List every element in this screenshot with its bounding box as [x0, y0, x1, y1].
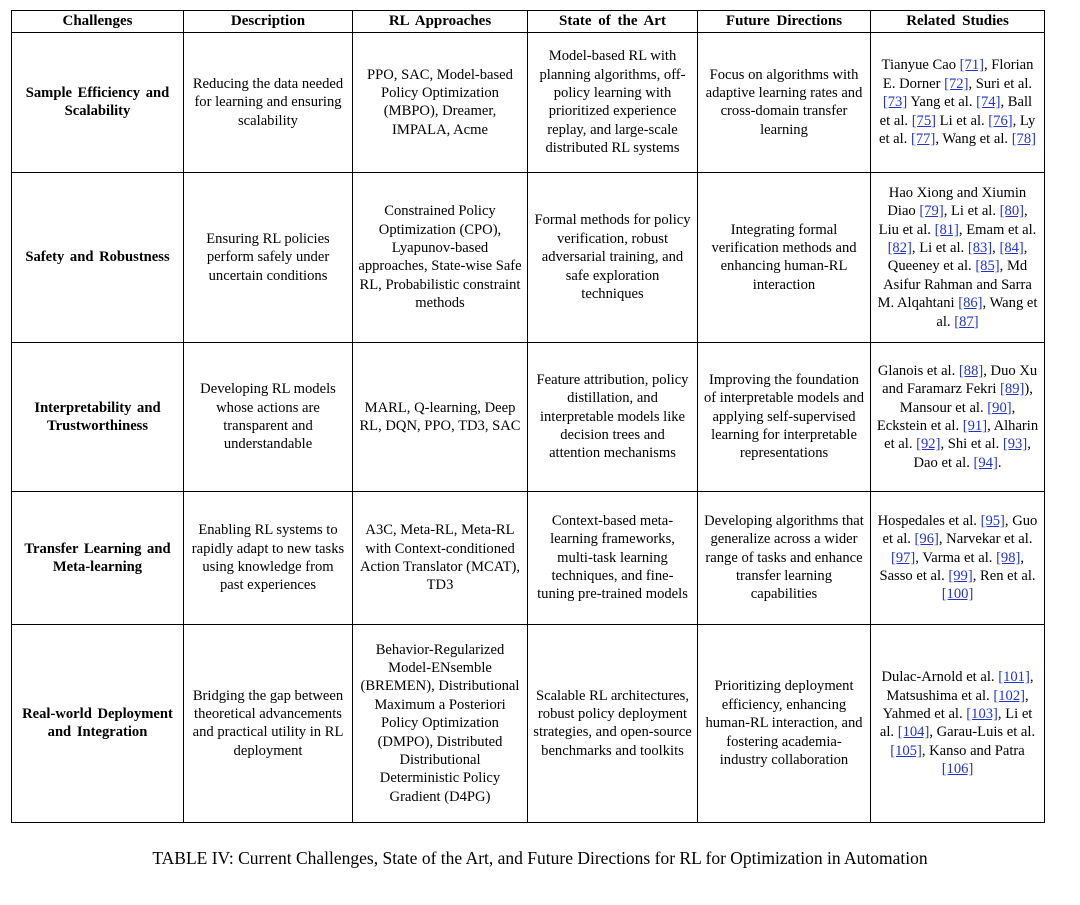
- citation-link[interactable]: [85]: [975, 258, 1000, 275]
- citation-link[interactable]: [92]: [916, 436, 941, 453]
- citation-link[interactable]: [75]: [911, 112, 937, 129]
- cell-future-directions: Prioritizing deployment efficiency, enhancing human-RL interaction, and fostering academia-industry collaboration: [698, 624, 871, 822]
- citation-link[interactable]: [88]: [958, 362, 984, 379]
- cell-description: Reducing the data needed for learning and ensuring scalability: [184, 32, 353, 172]
- table-body: [12, 32, 1045, 822]
- cell-state-of-the-art: Context-based meta-learning frameworks, multi-task learning techniques, and fine-tuning pre-trained models: [528, 491, 698, 624]
- citation-link[interactable]: [97]: [890, 549, 916, 566]
- cell-related-studies: Hospedales et al. [95], Guo et al. [96], Narvekar et al. [97], Varma et al. [98], Sasso et al. [99], Ren et al. [100]: [871, 491, 1045, 624]
- citation-link[interactable]: [93]: [1002, 436, 1028, 453]
- citation-link[interactable]: [101]: [998, 669, 1030, 686]
- column-header-challenges: Challenges: [12, 11, 184, 33]
- citation-link[interactable]: [102]: [993, 687, 1025, 704]
- citation-link[interactable]: [90]: [987, 399, 1012, 416]
- table-row: [12, 491, 1045, 624]
- cell-description: Bridging the gap between theoretical advancements and practical utility in RL deployment: [184, 624, 353, 822]
- citation-link[interactable]: [83]: [967, 240, 993, 257]
- citation-link[interactable]: [89]: [1000, 381, 1025, 398]
- citation-link[interactable]: [94]: [973, 454, 998, 471]
- citation-link[interactable]: [87]: [954, 313, 979, 330]
- column-header-future-directions: Future Directions: [698, 11, 871, 33]
- column-header-description: Description: [184, 11, 353, 33]
- table-row: [12, 32, 1045, 172]
- citation-link[interactable]: [100]: [941, 586, 974, 603]
- citation-link[interactable]: [104]: [897, 724, 930, 741]
- column-header-state-of-the-art: State of the Art: [528, 11, 698, 33]
- cell-challenge: Sample Efficiency and Scalability: [12, 32, 184, 172]
- citation-link[interactable]: [76]: [988, 112, 1013, 129]
- cell-state-of-the-art: Feature attribution, policy distillation, and interpretable models like decision trees and attention mechanisms: [528, 342, 698, 491]
- citation-link[interactable]: [81]: [934, 221, 959, 238]
- citation-link[interactable]: [82]: [887, 240, 912, 257]
- cell-rl-approaches: PPO, SAC, Model-based Policy Optimization (MBPO), Dreamer, IMPALA, Acme: [353, 32, 528, 172]
- column-header-rl-approaches: RL Approaches: [353, 11, 528, 33]
- cell-state-of-the-art: Formal methods for policy verification, robust adversarial training, and safe exploration techniques: [528, 172, 698, 342]
- citation-link[interactable]: [103]: [966, 706, 998, 723]
- citation-link[interactable]: [74]: [976, 94, 1001, 111]
- citation-link[interactable]: [73]: [882, 94, 908, 111]
- cell-related-studies: Hao Xiong and Xiumin Diao [79], Li et al. [80], Liu et al. [81], Emam et al. [82], Li et al. [83], [84], Queeney et al. [85], Md Asifur Rahman and Sarra M. Alqahtani [86], Wang et al. [87]: [871, 172, 1045, 342]
- cell-future-directions: Focus on algorithms with adaptive learning rates and cross-domain transfer learning: [698, 32, 871, 172]
- cell-future-directions: Developing algorithms that generalize across a wider range of tasks and enhance transfer learning capabilities: [698, 491, 871, 624]
- table-row: [12, 342, 1045, 491]
- cell-future-directions: Improving the foundation of interpretable models and applying self-supervised learning for interpretable representations: [698, 342, 871, 491]
- citation-link[interactable]: [95]: [980, 512, 1005, 529]
- citation-link[interactable]: [84]: [999, 240, 1024, 257]
- table-header-row: [12, 11, 1045, 33]
- cell-state-of-the-art: Model-based RL with planning algorithms, off-policy learning with prioritized experience replay, and large-scale distributed RL systems: [528, 32, 698, 172]
- column-header-related-studies: Related Studies: [871, 11, 1045, 33]
- citation-link[interactable]: [79]: [919, 203, 944, 220]
- cell-future-directions: Integrating formal verification methods and enhancing human-RL interaction: [698, 172, 871, 342]
- citation-link[interactable]: [77]: [910, 130, 936, 147]
- citation-link[interactable]: [99]: [948, 568, 973, 585]
- cell-challenge: Real-world Deployment and Integration: [12, 624, 184, 822]
- cell-rl-approaches: MARL, Q-learning, Deep RL, DQN, PPO, TD3, SAC: [353, 342, 528, 491]
- cell-state-of-the-art: Scalable RL architectures, robust policy deployment strategies, and open-source benchmarks and toolkits: [528, 624, 698, 822]
- cell-rl-approaches: A3C, Meta-RL, Meta-RL with Context-conditioned Action Translator (MCAT), TD3: [353, 491, 528, 624]
- cell-rl-approaches: Constrained Policy Optimization (CPO), Lyapunov-based approaches, State-wise Safe RL, Probabilistic constraint methods: [353, 172, 528, 342]
- cell-challenge: Interpretability and Trustworthiness: [12, 342, 184, 491]
- cell-related-studies: Tianyue Cao [71], Florian E. Dorner [72], Suri et al. [73] Yang et al. [74], Ball et al. [75] Li et al. [76], Ly et al. [77], Wang et al. [78]: [871, 32, 1045, 172]
- cell-description: Enabling RL systems to rapidly adapt to new tasks using knowledge from past experiences: [184, 491, 353, 624]
- table-row: [12, 624, 1045, 822]
- citation-link[interactable]: [106]: [941, 761, 974, 778]
- table-row: [12, 172, 1045, 342]
- cell-rl-approaches: Behavior-Regularized Model-ENsemble (BREMEN), Distributional Maximum a Posteriori Policy Optimization (DMPO), Distributed Distributional Deterministic Policy Gradient (D4PG): [353, 624, 528, 822]
- citation-link[interactable]: [78]: [1011, 130, 1037, 147]
- cell-related-studies: Dulac-Arnold et al. [101], Matsushima et al. [102], Yahmed et al. [103], Li et al. [104], Garau-Luis et al. [105], Kanso and Patra [106]: [871, 624, 1045, 822]
- citation-link[interactable]: [105]: [890, 742, 922, 759]
- cell-challenge: Safety and Robustness: [12, 172, 184, 342]
- cell-related-studies: Glanois et al. [88], Duo Xu and Faramarz Fekri [89]), Mansour et al. [90], Eckstein et al. [91], Alharin et al. [92], Shi et al. [93], Dao et al. [94].: [871, 342, 1045, 491]
- cell-description: Developing RL models whose actions are transparent and understandable: [184, 342, 353, 491]
- table-caption: TABLE IV: Current Challenges, State of the Art, and Future Directions for RL for Optimization in Automation: [152, 847, 928, 868]
- cell-description: Ensuring RL policies perform safely under uncertain conditions: [184, 172, 353, 342]
- citation-link[interactable]: [71]: [959, 57, 984, 74]
- citation-link[interactable]: [80]: [999, 203, 1024, 220]
- citation-link[interactable]: [72]: [944, 75, 969, 92]
- citation-link[interactable]: [98]: [996, 549, 1021, 566]
- citation-link[interactable]: [86]: [958, 295, 983, 312]
- challenges-table: [11, 10, 1045, 823]
- citation-link[interactable]: [96]: [914, 531, 939, 548]
- cell-challenge: Transfer Learning and Meta-learning: [12, 491, 184, 624]
- citation-link[interactable]: [91]: [962, 417, 988, 434]
